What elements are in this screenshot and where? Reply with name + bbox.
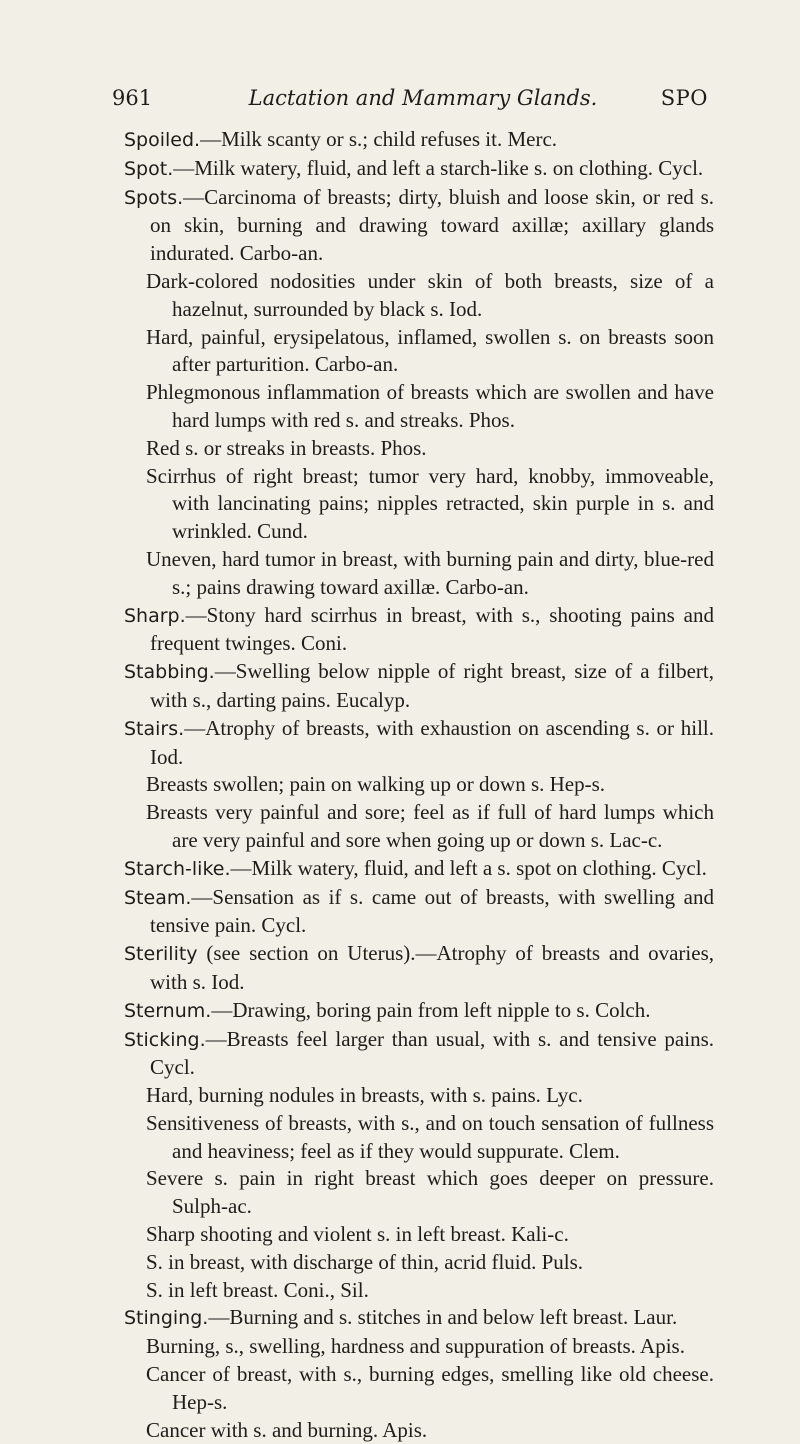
rubric-text: —Swelling below nipple of right breast, size of a filbert, with s., darting pains. Eucalyp. [150, 659, 714, 712]
rubric-text: Breasts swollen; pain on walking up or down s. Hep-s. [146, 772, 606, 797]
rubric-subentry [124, 1333, 714, 1361]
rubric-keyword: Sternum. [124, 999, 212, 1022]
rubric-subentry [124, 771, 714, 799]
section-key: SPO [660, 86, 708, 110]
rubric-entry [124, 155, 714, 184]
rubric-entry [124, 855, 714, 884]
rubric-entry [124, 1304, 714, 1333]
rubric-keyword: Sterility [124, 943, 198, 966]
rubric-text: —Milk watery, fluid, and left a s. spot on clothing. Cycl. [230, 855, 707, 880]
rubric-text: —Milk watery, fluid, and left a starch-like s. on clothing. Cycl. [173, 155, 704, 180]
running-title: Lactation and Mammary Glands. [248, 86, 598, 110]
rubric-entry [124, 1026, 714, 1083]
rubric-text: (see section on Uterus).—Atrophy of breasts and ovaries, with s. Iod. [150, 941, 714, 994]
rubric-keyword: Stairs. [124, 717, 185, 740]
rubric-text: Sharp shooting and violent s. in left breast. Kali-c. [146, 1222, 569, 1247]
page-number: 961 [112, 86, 153, 110]
rubric-text: Dark-colored nodosities under skin of both breasts, size of a hazelnut, surrounded by black s. Iod. [146, 268, 714, 321]
rubric-subentry [124, 1277, 714, 1305]
rubric-text: Hard, burning nodules in breasts, with s. pains. Lyc. [146, 1083, 583, 1108]
rubric-subentry [124, 1221, 714, 1249]
rubric-text: —Breasts feel larger than usual, with s. and tensive pains. Cycl. [150, 1026, 714, 1080]
rubric-subentry [124, 379, 714, 435]
rubric-text: S. in left breast. Coni., Sil. [146, 1277, 369, 1302]
rubric-subentry [124, 799, 714, 855]
rubric-entry [124, 658, 714, 715]
rubric-keyword: Stabbing. [124, 661, 215, 684]
rubric-text: —Stony hard scirrhus in breast, with s., shooting pains and frequent twinges. Coni. [150, 602, 714, 656]
rubric-text: Cancer of breast, with s., burning edges, smelling like old cheese. Hep-s. [146, 1362, 714, 1414]
rubric-subentry [124, 1417, 714, 1444]
rubric-text: Uneven, hard tumor in breast, with burning pain and dirty, blue-red s.; pains drawing toward axillæ. Carbo-an. [146, 546, 714, 599]
rubric-subentry [124, 1165, 714, 1221]
rubric-subentry [124, 1249, 714, 1277]
rubric-entry [124, 126, 714, 155]
rubric-text: —Burning and s. stitches in and below left breast. Laur. [208, 1305, 678, 1330]
rubric-text: —Atrophy of breasts, with exhaustion on ascending s. or hill. Iod. [150, 715, 714, 769]
rubric-subentry [124, 435, 714, 463]
rubric-subentry [124, 268, 714, 324]
rubric-entry [124, 715, 714, 772]
rubric-text: Sensitiveness of breasts, with s., and on touch sensation of fullness and heaviness; feel as if they would suppurate. Clem. [146, 1110, 714, 1163]
rubric-entry [124, 184, 714, 268]
rubric-text: —Carcinoma of breasts; dirty, bluish and loose skin, or red s. on skin, burning and drawing toward axillæ; axillary glands indurated. Carbo-an. [150, 184, 714, 266]
rubric-text: Severe s. pain in right breast which goes deeper on pressure. Sulph-ac. [146, 1166, 714, 1219]
rubric-text: Burning, s., swelling, hardness and suppuration of breasts. Apis. [146, 1334, 685, 1359]
rubric-keyword: Sharp. [124, 604, 186, 627]
rubric-text: Hard, painful, erysipelatous, inflamed, swollen s. on breasts soon after parturition. Carbo-an. [146, 324, 714, 377]
rubric-subentry [124, 463, 714, 546]
rubric-keyword: Spoiled. [124, 129, 201, 151]
rubric-keyword: Spots. [124, 186, 184, 209]
rubric-text: Cancer with s. and burning. Apis. [146, 1417, 428, 1442]
rubric-entry [124, 940, 714, 997]
rubric-entry [124, 884, 714, 941]
rubric-entry [124, 997, 714, 1026]
rubric-keyword: Starch-like. [124, 857, 231, 880]
rubric-entry [124, 602, 714, 659]
rubric-text: Scirrhus of right breast; tumor very hard, knobby, immoveable, with lancinating pains; nipples retracted, skin purple in s. and wrinkled. Cund. [146, 463, 714, 544]
rubric-subentry [124, 1361, 714, 1417]
rubric-text: —Drawing, boring pain from left nipple to s. Colch. [211, 997, 651, 1022]
rubric-text: Phlegmonous inflammation of breasts which are swollen and have hard lumps with red s. and streaks. Phos. [146, 380, 714, 432]
rubric-text: Breasts very painful and sore; feel as if full of hard lumps which are very painful and sore when going up or down s. Lac-c. [146, 800, 714, 852]
rubric-text: S. in breast, with discharge of thin, acrid fluid. Puls. [146, 1249, 584, 1274]
rubric-keyword: Spot. [124, 157, 174, 180]
rubric-subentry [124, 546, 714, 602]
rubric-text: —Milk scanty or s.; child refuses it. Merc. [200, 127, 558, 151]
rubric-text: —Sensation as if s. came out of breasts, with swelling and tensive pain. Cycl. [150, 884, 714, 938]
running-head [112, 86, 708, 116]
rubric-keyword: Sticking. [124, 1028, 206, 1051]
rubric-subentry [124, 324, 714, 380]
rubric-keyword: Stinging. [124, 1307, 209, 1330]
rubric-list [124, 126, 714, 1444]
rubric-subentry [124, 1082, 714, 1110]
rubric-keyword: Steam. [124, 886, 192, 909]
rubric-text: Red s. or streaks in breasts. Phos. [146, 435, 427, 460]
rubric-subentry [124, 1110, 714, 1166]
